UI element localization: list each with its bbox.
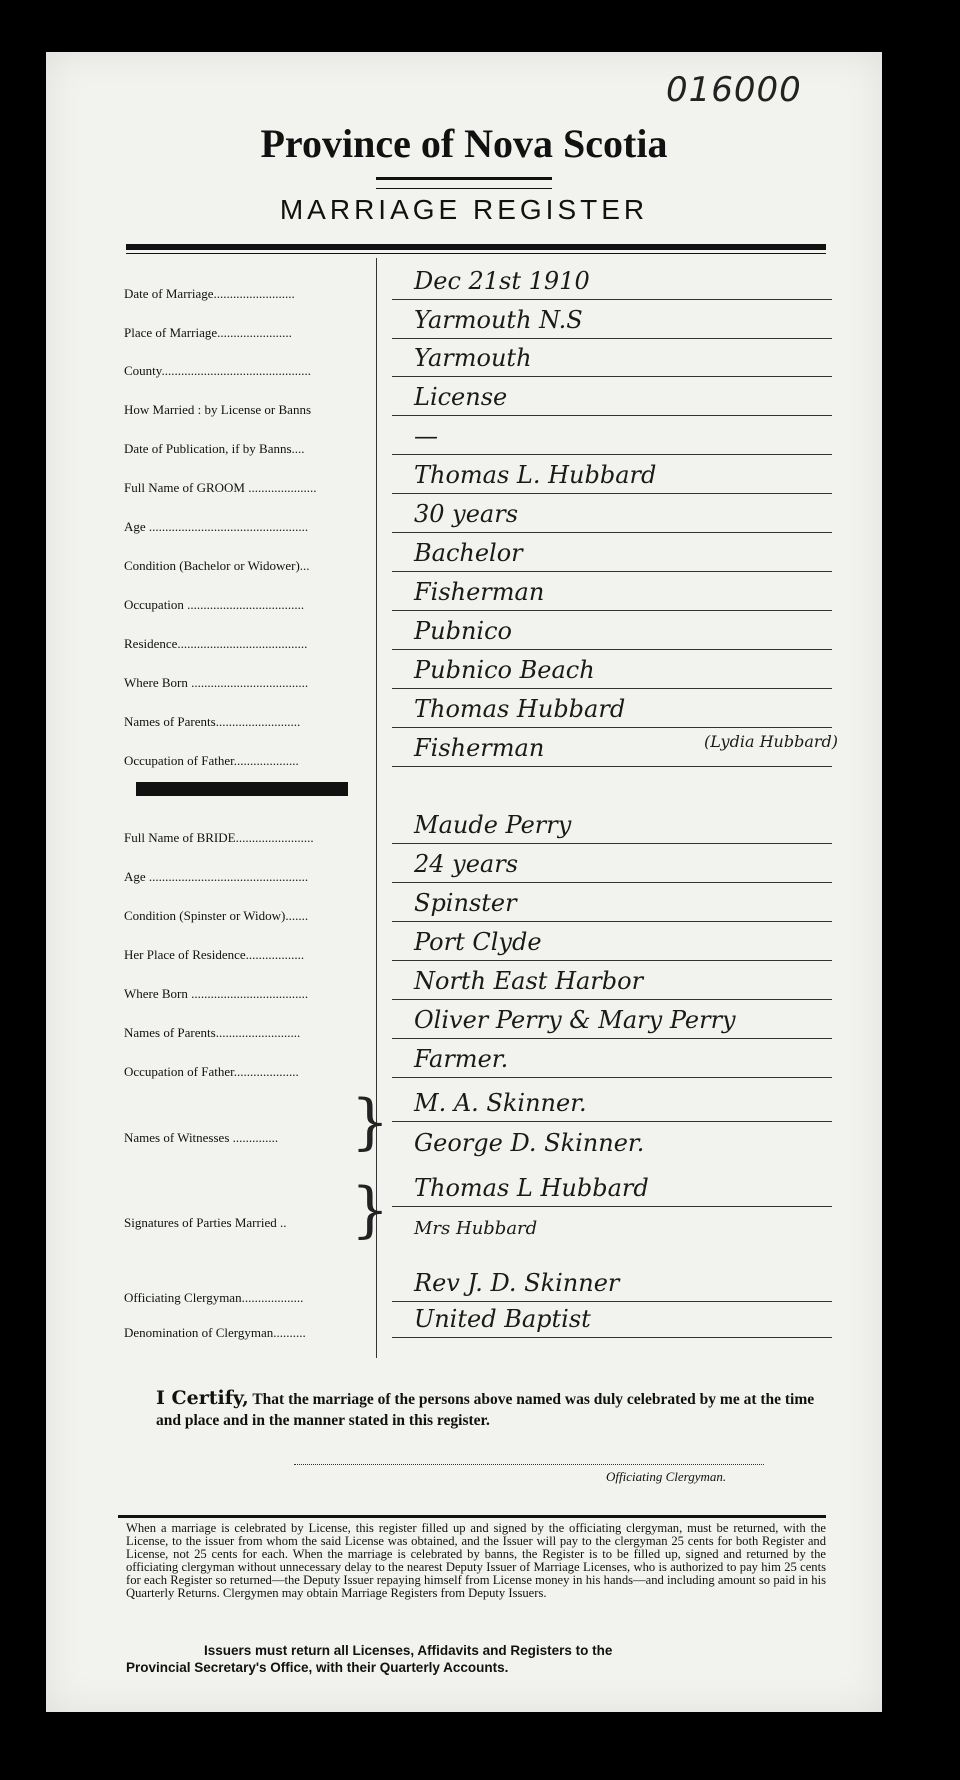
value-bride-name: Maude Perry [392, 806, 832, 844]
form-title: Province of Nova Scotia [260, 121, 668, 166]
top-rule [126, 244, 826, 250]
label-officiating-clergyman: Officiating Clergyman................... [124, 1290, 304, 1305]
value-bride-birthplace: North East Harbor [392, 962, 832, 1000]
label-bride-father-occupation: Occupation of Father.................... [124, 1064, 299, 1079]
top-rule-thin [126, 253, 826, 254]
certification-statement [156, 1388, 836, 1431]
bride-section-bar [136, 782, 348, 796]
value-how-married: License [392, 378, 832, 416]
label-groom-parents: Names of Parents.......................... [124, 714, 301, 729]
label-groom-occupation: Occupation .................................... [124, 597, 305, 612]
value-groom-name: Thomas L. Hubbard [392, 456, 832, 494]
label-bride-parents: Names of Parents.......................... [124, 1025, 301, 1040]
footer-instruction [126, 1642, 826, 1676]
value-witness-2: George D. Skinner. [414, 1129, 645, 1157]
label-signatures: Signatures of Parties Married .. [124, 1215, 287, 1230]
bottom-rule [118, 1515, 826, 1518]
value-bride-parents: Oliver Perry & Mary Perry [392, 1001, 832, 1039]
value-groom-condition: Bachelor [392, 534, 832, 572]
value-place-of-marriage: Yarmouth N.S [392, 301, 832, 339]
label-place-of-marriage: Place of Marriage....................... [124, 325, 292, 340]
certify-lead: I Certify, [156, 1387, 249, 1409]
value-groom-age: 30 years [392, 495, 832, 533]
label-groom-age: Age ................................................. [124, 519, 309, 534]
label-date-of-marriage: Date of Marriage......................... [124, 286, 295, 301]
value-denomination: United Baptist [392, 1300, 832, 1338]
footer-line-1: Issuers must return all Licenses, Affidavits and Registers to the [204, 1643, 613, 1658]
father-occupation-text: Fisherman [414, 734, 545, 762]
value-bride-residence: Port Clyde [392, 923, 832, 961]
value-bride-condition: Spinster [392, 884, 832, 922]
mother-name-annotation: (Lydia Hubbard) [703, 732, 838, 751]
label-how-married: How Married : by License or Banns [124, 402, 312, 417]
signature-caption: Officiating Clergyman. [606, 1469, 727, 1484]
form-subtitle: MARRIAGE REGISTER [279, 194, 649, 225]
label-bride-condition: Condition (Spinster or Widow)....... [124, 908, 309, 923]
value-bride-father-occupation: Farmer. [392, 1040, 832, 1078]
label-groom-name: Full Name of GROOM ..................... [124, 480, 317, 495]
title-flourish [376, 177, 552, 189]
instructions-notes: When a marriage is celebrated by License, this register filled up and signed by the officiating clergyman, must be returned, with the License, to the issuer from whom the said License was obtained, and the Issuer will pay to the clergyman 25 cents for both Register and License, not 25 cents for each. When the marriage is celebrated by banns, the Register is to be filled up, signed and returned by the officiating clergyman without unnecessary delay to the nearest Deputy Issuer of Marriage Licenses, who is authorized to pay him 25 cents for each Register so returned—the Deputy Issuer repaying himself from License money in his hands—and including amount so paid in his Quarterly Returns. Clergymen may obtain Marriage Registers from Deputy Issuers. [126, 1521, 826, 1600]
value-groom-father-occupation [392, 729, 838, 767]
value-bride-age: 24 years [392, 845, 832, 883]
clergyman-signature-line [294, 1463, 764, 1465]
label-date-of-publication: Date of Publication, if by Banns.... [124, 441, 305, 456]
label-bride-residence: Her Place of Residence.................. [124, 947, 305, 962]
label-bride-name: Full Name of BRIDE........................ [124, 830, 314, 845]
reference-number: 016000 [666, 70, 802, 110]
value-groom-residence: Pubnico [392, 612, 832, 650]
value-county: Yarmouth [392, 339, 832, 377]
value-signature-bride: Mrs Hubbard [414, 1218, 538, 1239]
value-officiating-clergyman: Rev J. D. Skinner [392, 1264, 832, 1302]
value-groom-parents: Thomas Hubbard [392, 690, 832, 728]
label-bride-birthplace: Where Born .................................... [124, 986, 309, 1001]
label-witnesses: Names of Witnesses .............. [124, 1130, 279, 1145]
label-bride-age: Age ................................................. [124, 869, 309, 884]
value-witness-1: M. A. Skinner. [392, 1084, 832, 1122]
label-groom-birthplace: Where Born .................................... [124, 675, 309, 690]
value-date-of-marriage: Dec 21st 1910 [392, 262, 832, 300]
register-form [46, 52, 882, 1712]
label-groom-father-occupation: Occupation of Father.................... [124, 753, 299, 768]
value-date-of-publication: — [392, 417, 832, 455]
label-county: County.............................................. [124, 363, 311, 378]
footer-line-2: Provincial Secretary's Office, with their Quarterly Accounts. [126, 1660, 509, 1675]
value-groom-occupation: Fisherman [392, 573, 832, 611]
value-groom-birthplace: Pubnico Beach [392, 651, 832, 689]
label-denomination: Denomination of Clergyman.......... [124, 1325, 306, 1340]
certify-text: That the marriage of the persons above named was duly celebrated by me at the time and place and in the manner stated in this register. [156, 1391, 815, 1429]
label-groom-residence: Residence........................................ [124, 636, 308, 651]
label-groom-condition: Condition (Bachelor or Widower)... [124, 558, 310, 573]
witness-brace: } [351, 1087, 390, 1157]
value-signature-groom: Thomas L Hubbard [392, 1169, 832, 1207]
signature-brace: } [351, 1175, 390, 1245]
